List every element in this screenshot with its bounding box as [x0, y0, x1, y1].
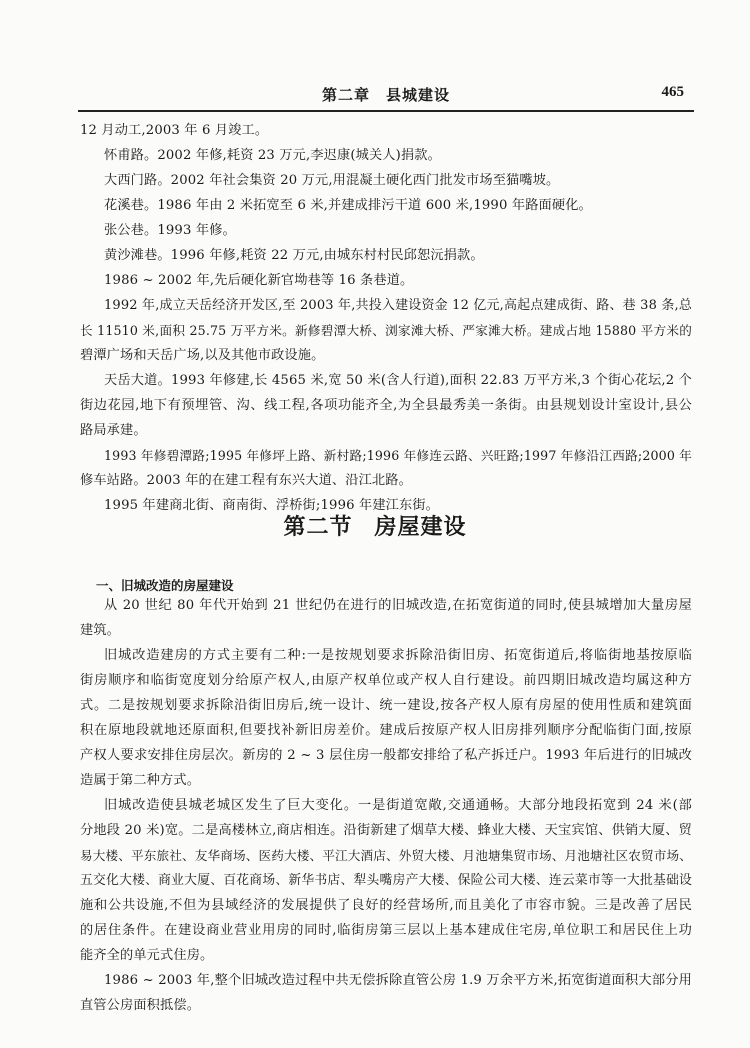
text-line: 旧城改造使县城老城区发生了巨大变化。一是街道宽敞,交通通畅。大部分地段拓宽到 24 米(部	[104, 798, 692, 813]
text-line: 1986 ~ 2003 年,整个旧城改造过程中共无偿拆除直管公房 1.9 万余平方米,拓宽街道面积大部分用	[104, 973, 692, 988]
text-line: 1986 ~ 2002 年,先后硬化新官坳巷等 16 条巷道。	[104, 273, 414, 288]
running-header	[80, 84, 692, 106]
text-line: 施和公共设施,不但为县域经济的发展提供了良好的经营场所,而且美化了市容市貌。三是改善了居民	[80, 898, 692, 913]
text-line: 式。二是按规划要求拆除沿街旧房后,统一设计、统一建设,按各产权人原有房屋的使用性质和建筑面	[80, 698, 692, 713]
text-line: 路局承建。	[80, 423, 147, 438]
text-line: 长 11510 米,面积 25.75 万平方米。新修碧潭大桥、浏家滩大桥、严家滩大桥。建成占地 15880 平方米的	[80, 323, 692, 338]
chapter-title: 县城建设	[386, 86, 451, 104]
section-title	[0, 510, 750, 541]
section-name: 房屋建设	[374, 515, 467, 540]
text-line: 直管公房面积抵偿。	[80, 998, 201, 1013]
text-line: 产权人要求安排住房层次。新房的 2 ~ 3 层住房一般都安排给了私产拆迁户。1993 年后进行的旧城改	[80, 748, 692, 763]
text-line: 能齐全的单元式住房。	[80, 948, 214, 963]
text-line: 1993 年修碧潭路;1995 年修坪上路、新村路;1996 年修连云路、兴旺路;1997 年修沿江西路;2000 年	[104, 448, 692, 463]
text-line: 旧城改造建房的方式主要有二种:一是按规划要求拆除沿街旧房、拓宽街道后,将临街地基按原临	[104, 648, 692, 663]
text-line: 大西门路。2002 年社会集资 20 万元,用混凝土硬化西门批发市场至猫嘴坡。	[104, 173, 560, 188]
text-line: 1995 年建商北街、商南街、浮桥街;1996 年建江东街。	[104, 498, 440, 513]
header-rule	[78, 110, 694, 112]
text-line: 分地段 20 米)宽。二是高楼林立,商店相连。沿街新建了烟草大楼、蜂业大楼、天宝宾馆、供销大厦、贸	[80, 823, 692, 838]
text-line: 12 月动工,2003 年 6 月竣工。	[80, 123, 269, 138]
text-line: 五交化大楼、商业大厦、百花商场、新华书店、犁头嘴房产大楼、保险公司大楼、连云菜市等一大批基础设	[80, 873, 692, 888]
text-line: 张公巷。1993 年修。	[104, 223, 236, 238]
chapter-number: 第二章	[321, 86, 370, 104]
text-line: 建筑。	[80, 623, 121, 638]
text-line: 的居住条件。在建设商业营业用房的同时,临街房第三层以上基本建成住宅房,单位职工和居民住上功	[80, 923, 692, 938]
text-line: 修车站路。2003 年的在建工程有东兴大道、沿江北路。	[80, 473, 412, 488]
text-line: 易大楼、平东旅社、友华商场、医药大楼、平江大酒店、外贸大楼、月池塘集贸市场、月池塘社区农贸市场、	[80, 848, 692, 863]
subsection-heading: 一、旧城改造的房屋建设	[96, 578, 234, 593]
text-line: 碧潭广场和天岳广场,以及其他市政设施。	[80, 348, 325, 363]
text-line: 造属于第二种方式。	[80, 773, 201, 788]
text-line: 黄沙滩巷。1996 年修,耗资 22 万元,由城东村村民邱恕沅捐款。	[104, 248, 484, 263]
section-number: 第二节	[283, 515, 353, 540]
text-line: 怀甫路。2002 年修,耗资 23 万元,李迟康(城关人)捐款。	[104, 148, 441, 163]
text-line: 1992 年,成立天岳经济开发区,至 2003 年,共投入建设资金 12 亿元,高起点建成街、路、巷 38 条,总	[104, 298, 692, 313]
text-line: 街房顺序和临街宽度划分给原产权人,由原产权单位或产权人自行建设。前四期旧城改造均属这种方	[80, 673, 692, 688]
text-line: 花溪巷。1986 年由 2 米拓宽至 6 米,并建成排污干道 600 米,1990 年路面硬化。	[104, 198, 592, 213]
chapter-heading	[80, 84, 692, 105]
text-line: 从 20 世纪 80 年代开始到 21 世纪仍在进行的旧城改造,在拓宽街道的同时,使县城增加大量房屋	[104, 598, 692, 613]
text-line: 积在原地段就地还原面积,但要找补新旧房差价。建成后按原产权人旧房排列顺序分配临街门面,按原	[80, 723, 692, 738]
text-line: 天岳大道。1993 年修建,长 4565 米,宽 50 米(含人行道),面积 22.83 万平方米,3 个街心花坛,2 个	[104, 373, 692, 388]
page-number: 465	[661, 84, 684, 100]
text-line: 街边花园,地下有预埋管、沟、线工程,各项功能齐全,为全县最秀美一条街。由县规划设计室设计,县公	[80, 398, 692, 413]
